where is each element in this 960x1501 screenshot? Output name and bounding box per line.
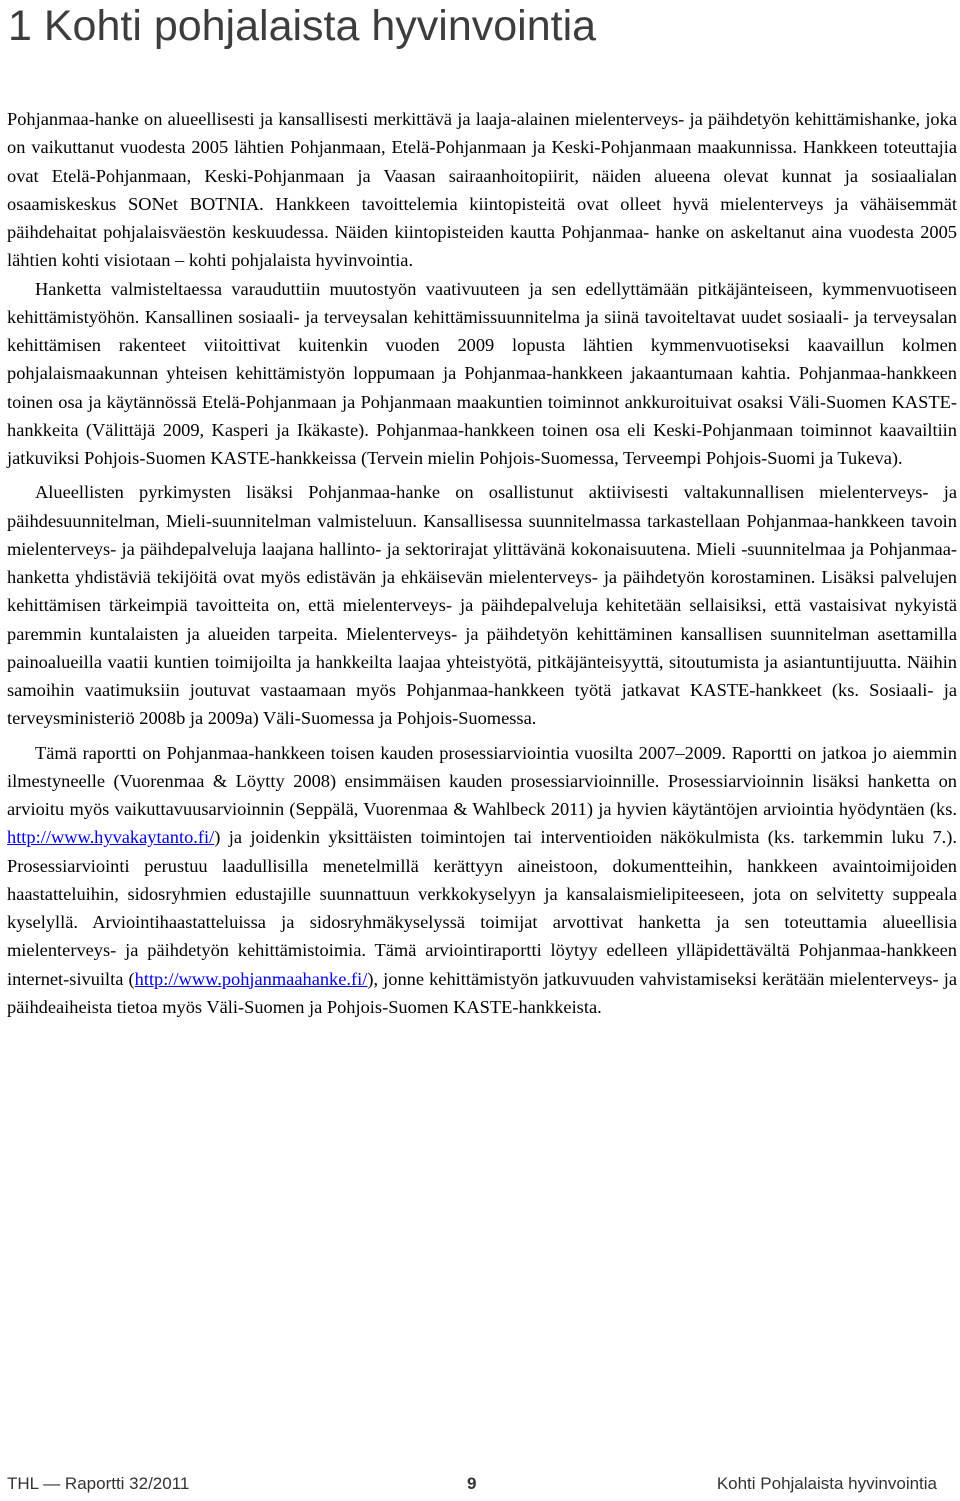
footer-chapter-title: Kohti Pohjalaista hyvinvointia — [716, 1474, 937, 1493]
paragraph-national-plan: Alueellisten pyrkimysten lisäksi Pohjanmaa-hanke on osallistunut aktiivisesti valtakunnallisen mielenterveys- ja päihdesuunnitelman, Mieli-suunnitelman valmisteluun. Kansallisessa suunnitelmassa tarkastellaan Pohjanmaa-hankkeen tavoin mielenterveys- ja päihdepalveluja laajana hallinto- ja sektorirajat ylittävänä kokonaisuutena. Mieli -suunnitelmaa ja Pohjanmaa-hanketta yhdistäviä tekijöitä ovat myös edistävän ja ehkäisevän mielenterveys- ja päihdetyön korostaminen. Lisäksi palvelujen kehittämisen tärkeimpiä tavoitteita on, että mielenterveys- ja päihdepalveluja kehitetään sellaisiksi, että vastaisivat nykyistä paremmin kuntalaisten ja alueiden tarpeita. Mielenterveys- ja päihdetyön kehittäminen kansallisen suunnitelman asettamilla painoalueilla vaatii kuntien toimijoilta ja hankkeilta laajaa yhteistyötä, pitkäjänteisyyttä, sitoutumista ja asiantuntijuutta. Näihin samoihin vaatimuksiin joutuvat vastaamaan myös Pohjanmaa-hankkeen työtä jatkavat KASTE-hankkeet (ks. Sosiaali- ja terveysministeriö 2008b ja 2009a) Väli-Suomessa ja Pohjois-Suomessa. — [7, 482, 957, 729]
hyvakaytanto-link[interactable]: http://www.hyvakaytanto.fi/ — [7, 827, 215, 848]
pohjanmaahanke-link[interactable]: http://www.pohjanmaahanke.fi/ — [134, 968, 368, 989]
report-text-part-2: ) ja joidenkin yksittäisten toimintojen tai interventioiden näkökulmista (ks. tarkemmin luku 7.). Prosessiarviointi perustuu laadullisilla menetelmillä kerättyyn aineistoon, dokumentteihin, hankkeen avaintoimijoiden haastatteluihin, sidosryhmien edustajille suunnattuun verkkokyselyyn ja kansalaismielipiteeseen, jota on selvitetty suppeala kyselyllä. Arviointihaastatteluissa ja sidosryhmäkyselyssä toimijat arvottivat hanketta ja sen toteuttamia alueellisia mielenterveys- ja päihdetyön kehittämistoimia. Tämä arviointiraportti löytyy edelleen ylläpidettävältä Pohjanmaa-hankkeen internet-sivuilta ( — [7, 827, 957, 989]
page-footer — [7, 1474, 937, 1498]
paragraph-intro: Pohjanmaa-hanke on alueellisesti ja kansallisesti merkittävä ja laaja-alainen mielenterveys- ja päihdetyön kehittämishanke, joka on vaikuttanut vuodesta 2005 lähtien Pohjanmaan, Etelä-Pohjanmaan ja Keski-Pohjanmaan maakunnissa. Hankkeen toteuttajia ovat Etelä-Pohjanmaan, Keski-Pohjanmaan ja Vaasan sairaanhoitopiirit, näiden alueena olevat kunnat ja sosiaalialan osaamiskeskus SONet BOTNIA. Hankkeen tavoittelemia kiintopisteitä ovat olleet hyvä mielenterveys ja vähäisemmät päihdehaitat pohjalaisväestön keskuudessa. Näiden kiintopisteiden kautta Pohjanmaa- hanke on askeltanut aina vuodesta 2005 lähtien kohti visiotaan – kohti pohjalaista hyvinvointia. — [7, 109, 957, 271]
footer-publication: THL — Raportti 32/2011 — [7, 1474, 190, 1493]
report-text-part-3: ), jonne kehittämistyön jatkuvuuden vahvistamiseksi kerätään mielenterveys- ja päihdeaiheista tietoa myös Väli-Suomen ja Pohjois-Suomen KASTE-hankkeista. — [7, 968, 957, 1017]
report-text-part-1: Tämä raportti on Pohjanmaa-hankkeen toisen kauden prosessiarviointia vuosilta 2007–2009. Raportti on jatkoa jo aiemmin ilmestyneelle (Vuorenmaa & Löytty 2008) ensimmäisen kauden prosessiarvioinnille. Prosessiarvioinnin lisäksi hanketta on arvioitu myös vaikuttavuusarvioinnin (Seppälä, Vuorenmaa & Wahlbeck 2011) ja hyvien käytäntöjen arviointia hyödyntäen (ks. — [7, 742, 957, 819]
chapter-heading: 1 Kohti pohjalaista hyvinvointia — [8, 2, 597, 50]
body-text — [7, 105, 957, 1021]
page-number: 9 — [467, 1474, 477, 1493]
paragraph-report — [7, 739, 957, 1022]
paragraph-preparation: Hanketta valmisteltaessa varauduttiin muutostyön vaativuuteen ja sen edellyttämään pitkäjänteiseen, kymmenvuotiseen kehittämistyöhön. Kansallinen sosiaali- ja terveysalan kehittämissuunnitelma ja siinä tavoiteltavat uudet sosiaali- ja terveysalan kehittämisen rakenteet viitoittivat kuitenkin vuoden 2009 lopusta lähtien kymmenvuotiseksi kaavaillun kolmen pohjalaismaakunnan yhteisen kehittämistyön loppumaan ja Pohjanmaa-hankkeen jakaantumaan kahtia. Pohjanmaa-hankkeen toinen osa ja käytännössä Etelä-Pohjanmaan ja Pohjanmaan maakuntien toiminnot ankkuroituivat osaksi Väli-Suomen KASTE-hankkeita (Välittäjä 2009, Kasperi ja Ikäkaste). Pohjanmaa-hankkeen toinen osa eli Keski-Pohjanmaan toiminnot kaavailtiin jatkuviksi Pohjois-Suomen KASTE-hankkeissa (Tervein mielin Pohjois-Suomessa, Terveempi Pohjois-Suomi ja Tukeva). — [7, 278, 957, 468]
